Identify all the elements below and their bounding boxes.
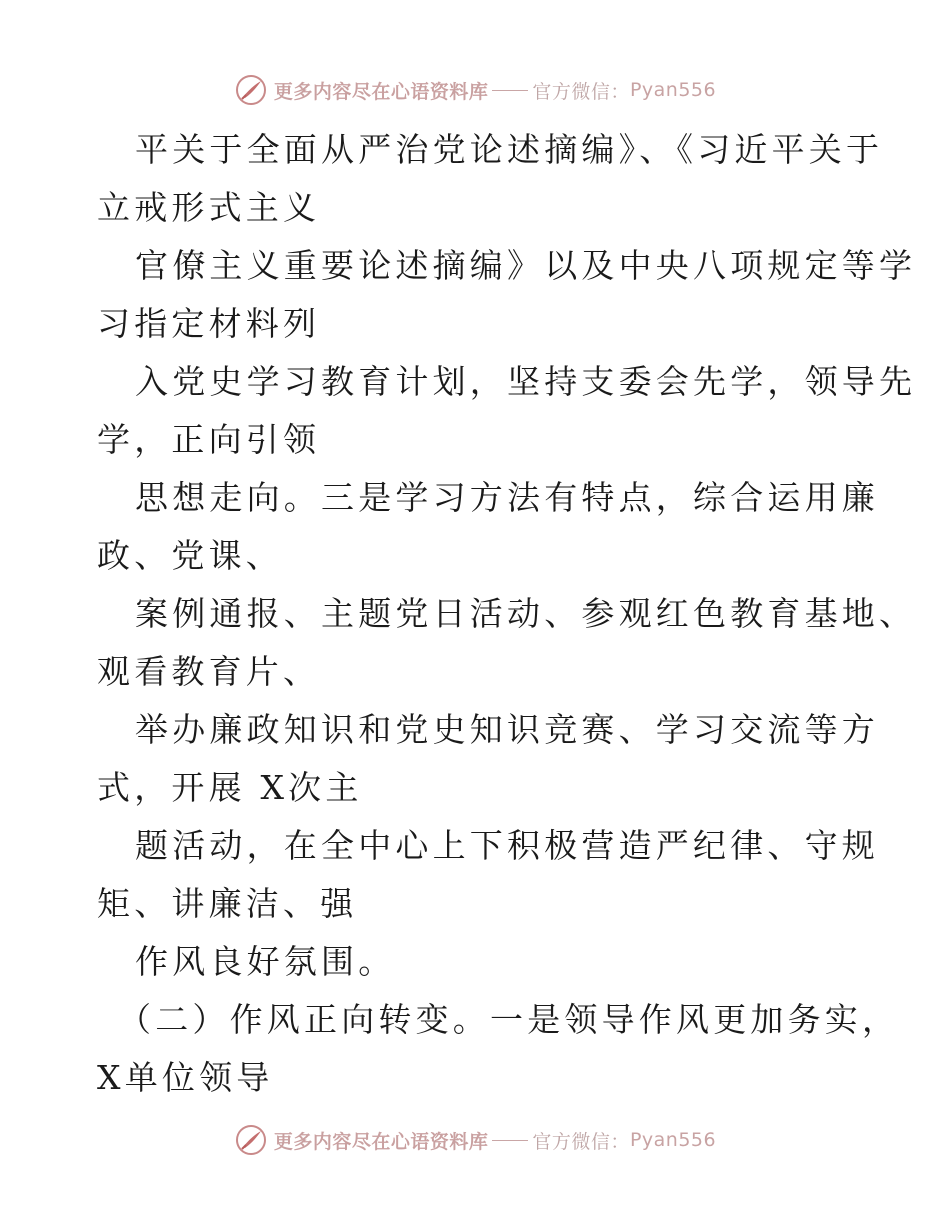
watermark-id-text: Pyan556 <box>629 79 717 101</box>
text-line: 平关于全面从严治党论述摘编》、《习近平关于 <box>135 130 884 169</box>
text-line: X单位领导 <box>97 1058 274 1097</box>
text-line: 式，开展 X次主 <box>97 768 363 807</box>
text-line: 政、党课、 <box>97 536 283 575</box>
watermark-separator <box>492 1140 528 1141</box>
text-line: 习指定材料列 <box>97 304 321 343</box>
text-line: 官僚主义重要论述摘编》以及中央八项规定等学 <box>135 246 917 285</box>
quill-pen-logo-icon <box>234 73 268 107</box>
footer-watermark <box>0 1120 950 1160</box>
text-line: 作风良好氛围。 <box>135 942 396 981</box>
text-line: 题活动，在全中心上下积极营造严纪律、守规 <box>135 826 879 865</box>
text-line: 思想走向。三是学习方法有特点，综合运用廉 <box>135 478 879 517</box>
watermark-separator <box>492 90 528 91</box>
watermark-main-text: 更多内容尽在心语资料库 <box>273 1130 489 1153</box>
quill-pen-logo-icon <box>234 1123 268 1157</box>
text-line: 入党史学习教育计划，坚持支委会先学，领导先 <box>135 362 917 401</box>
text-line: 学，正向引领 <box>97 420 321 459</box>
text-line: （二）作风正向转变。一是领导作风更加务实， <box>118 1000 900 1039</box>
text-line: 案例通报、主题党日活动、参观红色教育基地、 <box>135 594 917 633</box>
header-watermark <box>0 70 950 110</box>
watermark-id-text: Pyan556 <box>629 1129 717 1151</box>
watermark-label-text: 官方微信： <box>532 1130 630 1153</box>
text-line: 立戒形式主义 <box>97 188 321 227</box>
text-line: 矩、讲廉洁、强 <box>97 884 358 923</box>
text-line: 观看教育片、 <box>97 652 321 691</box>
watermark-main-text: 更多内容尽在心语资料库 <box>273 80 489 103</box>
text-line: 举办廉政知识和党史知识竞赛、学习交流等方 <box>135 710 879 749</box>
watermark-label-text: 官方微信： <box>532 80 630 103</box>
